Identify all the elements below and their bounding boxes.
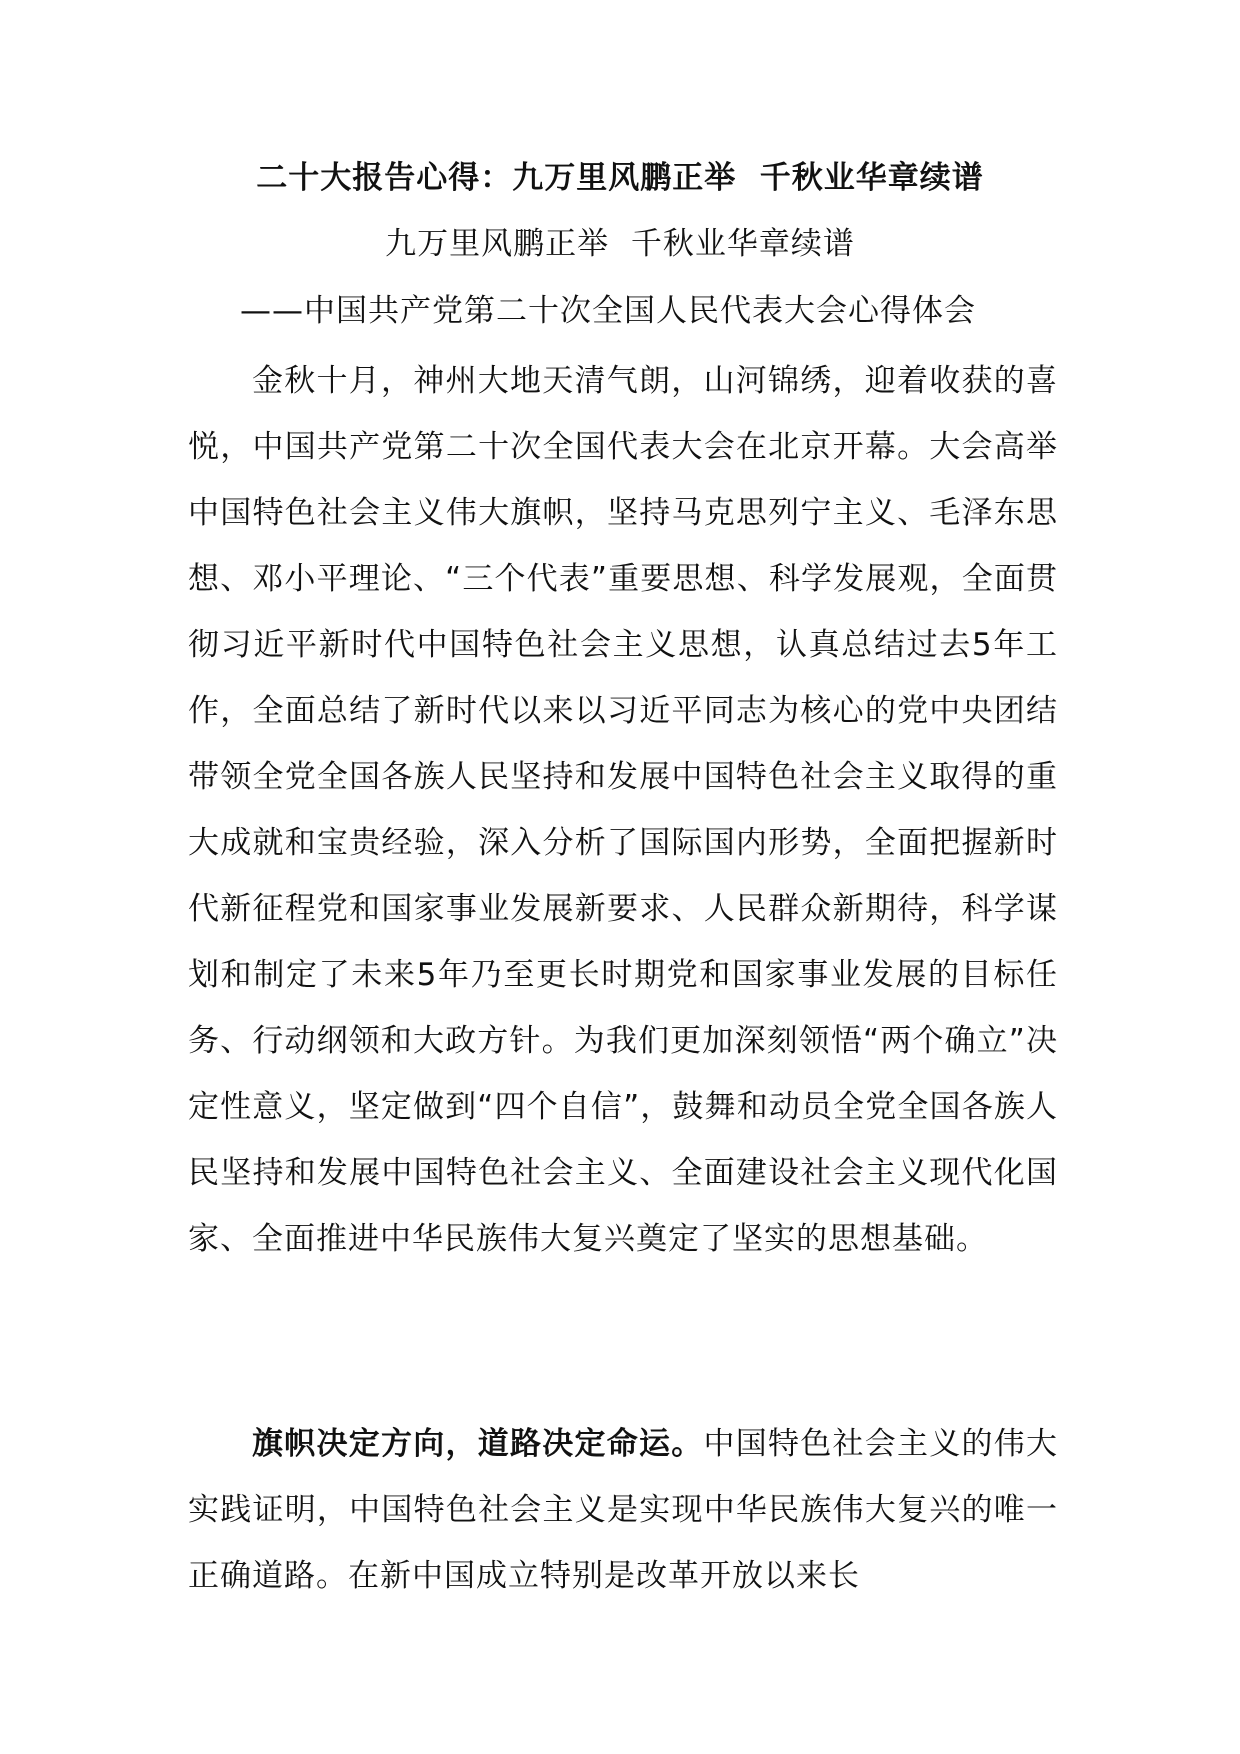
paragraph-2-lead: 旗帜决定方向，道路决定命运。: [252, 1426, 704, 1462]
document-title: 二十大报告心得：九万里风鹏正举 千秋业华章续谱: [256, 160, 984, 196]
document-subtitle: 九万里风鹏正举 千秋业华章续谱: [385, 226, 855, 262]
paragraph-2: [188, 1411, 1058, 1609]
paragraph-1: 金秋十月，神州大地天清气朗，山河锦绣，迎着收获的喜悦，中国共产党第二十次全国代表大会在北京开幕。大会高举中国特色社会主义伟大旗帜，坚持马克思列宁主义、毛泽东思想、邓小平理论、“三个代表”重要思想、科学发展观，全面贯彻习近平新时代中国特色社会主义思想，认真总结过去5年工作，全面总结了新时代以来以习近平同志为核心的党中央团结带领全党全国各族人民坚持和发展中国特色社会主义取得的重大成就和宝贵经验，深入分析了国际国内形势，全面把握新时代新征程党和国家事业发展新要求、人民群众新期待，科学谋划和制定了未来5年乃至更长时期党和国家事业发展的目标任务、行动纲领和大政方针。为我们更加深刻领悟“两个确立”决定性意义，坚定做到“四个自信”，鼓舞和动员全党全国各族人民坚持和发展中国特色社会主义、全面建设社会主义现代化国家、全面推进中华民族伟大复兴奠定了坚实的思想基础。: [188, 363, 1058, 1257]
paragraph-2-text: 中国特色社会主义的伟大实践证明，中国特色社会主义是实现中华民族伟大复兴的唯一正确道路。在新中国成立特别是改革开放以来长: [188, 1426, 1058, 1594]
document-subheading: ——中国共产党第二十次全国人民代表大会心得体会: [240, 293, 976, 329]
